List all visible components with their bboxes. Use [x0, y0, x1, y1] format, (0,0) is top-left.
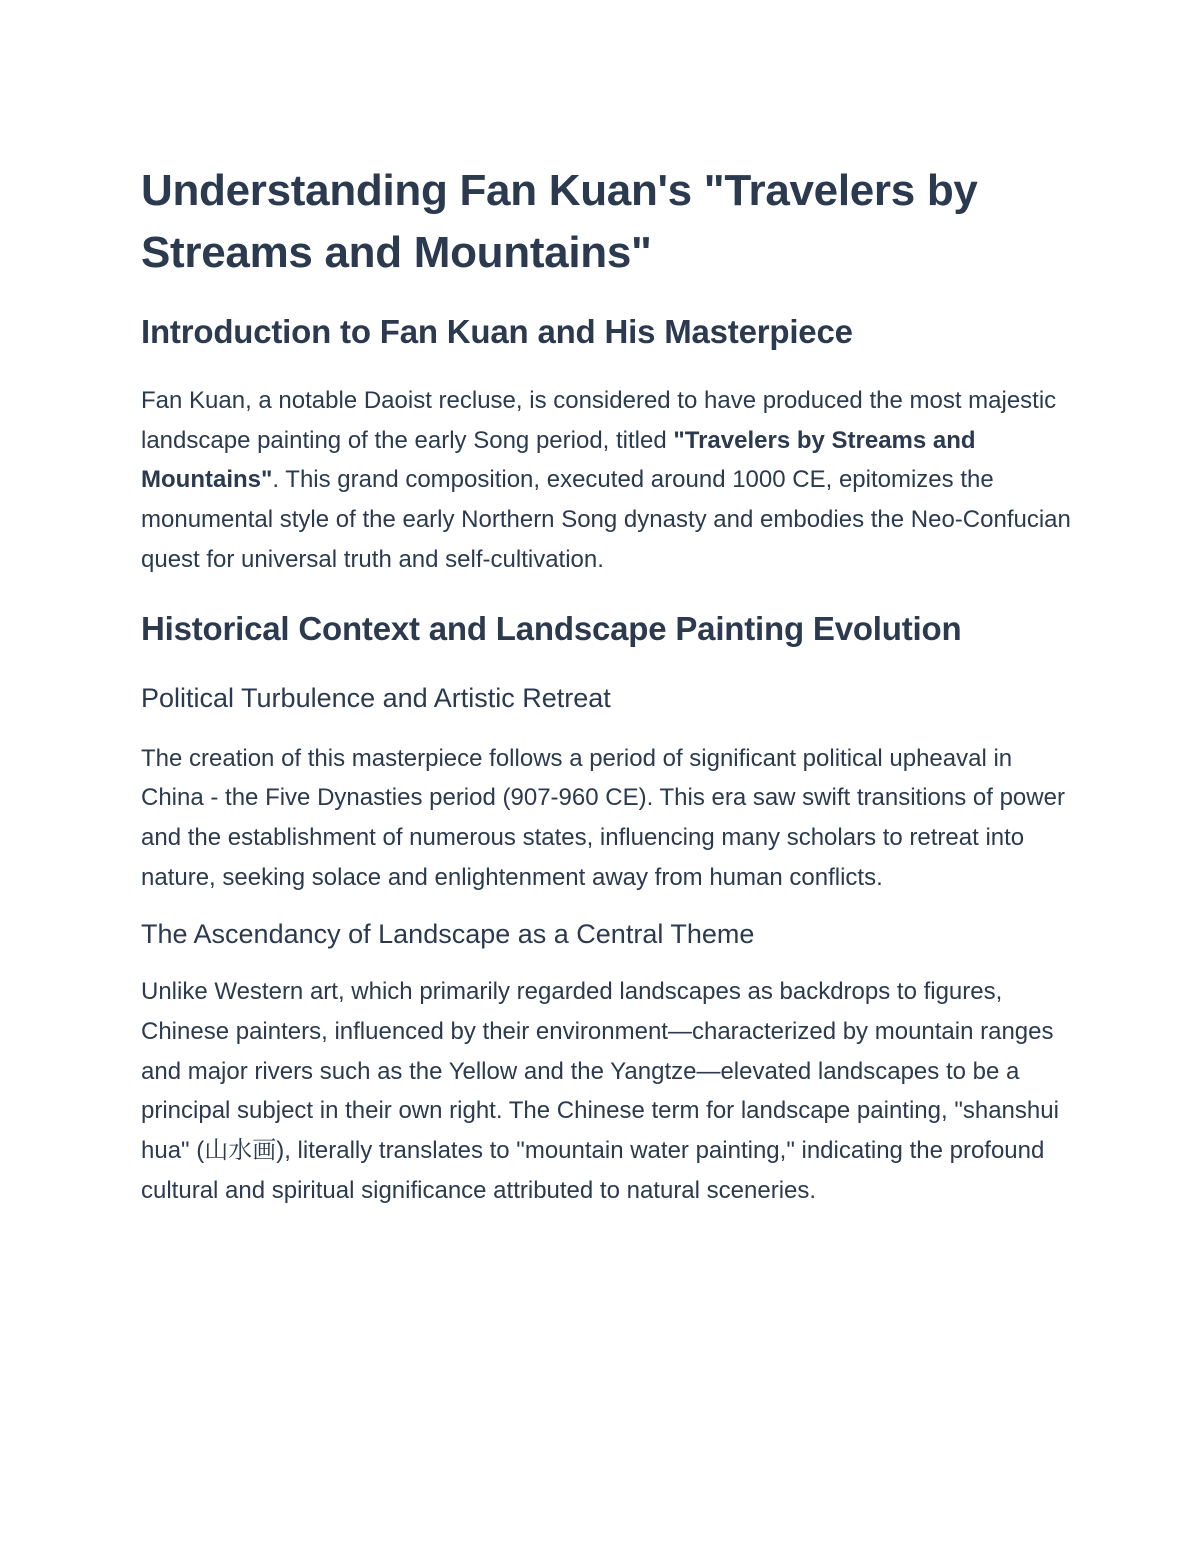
- landscape-ascendancy-paragraph: Unlike Western art, which primarily regarded landscapes as backdrops to figures, Chinese painters, influenced by their environment—characterized by mountain ranges and major rivers such as the Yellow and the Yangtze—elevated landscapes to be a principal subject in their own right. The Chinese term for landscape painting, "shanshui hua" (山水画), literally translates to "mountain water painting," indicating the profound cultural and spiritual significance attributed to natural sceneries.: [141, 978, 1059, 1204]
- section-heading-historical-context: Historical Context and Landscape Painting Evolution: [141, 609, 962, 647]
- subsection-heading-political-turbulence: Political Turbulence and Artistic Retreat: [141, 682, 611, 713]
- section-heading-introduction: Introduction to Fan Kuan and His Masterpiece: [141, 313, 853, 350]
- document-title: Understanding Fan Kuan's "Travelers by Streams and Mountains": [141, 166, 978, 277]
- introduction-text-start: Fan Kuan, a notable Daoist recluse, is considered to have produced the most majestic landscape painting of the early Song period, titled: [141, 387, 1057, 454]
- document-page: [141, 160, 1071, 1211]
- introduction-paragraph: [141, 381, 1071, 580]
- subsection-heading-landscape-ascendancy: The Ascendancy of Landscape as a Central Theme: [141, 919, 755, 950]
- political-turbulence-paragraph: The creation of this masterpiece follows a period of significant political upheaval in China - the Five Dynasties period (907-960 CE). This era saw swift transitions of power and the establishment of numerous states, influencing many scholars to retreat into nature, seeking solace and enlightenment away from human conflicts.: [141, 744, 1065, 891]
- painting-title-bold: "Travelers by Streams and Mountains": [141, 426, 976, 494]
- introduction-text-end: . This grand composition, executed around 1000 CE, epitomizes the monumental style of the early Northern Song dynasty and embodies the Neo-Confucian quest for universal truth and self-cultivation.: [141, 466, 1071, 573]
